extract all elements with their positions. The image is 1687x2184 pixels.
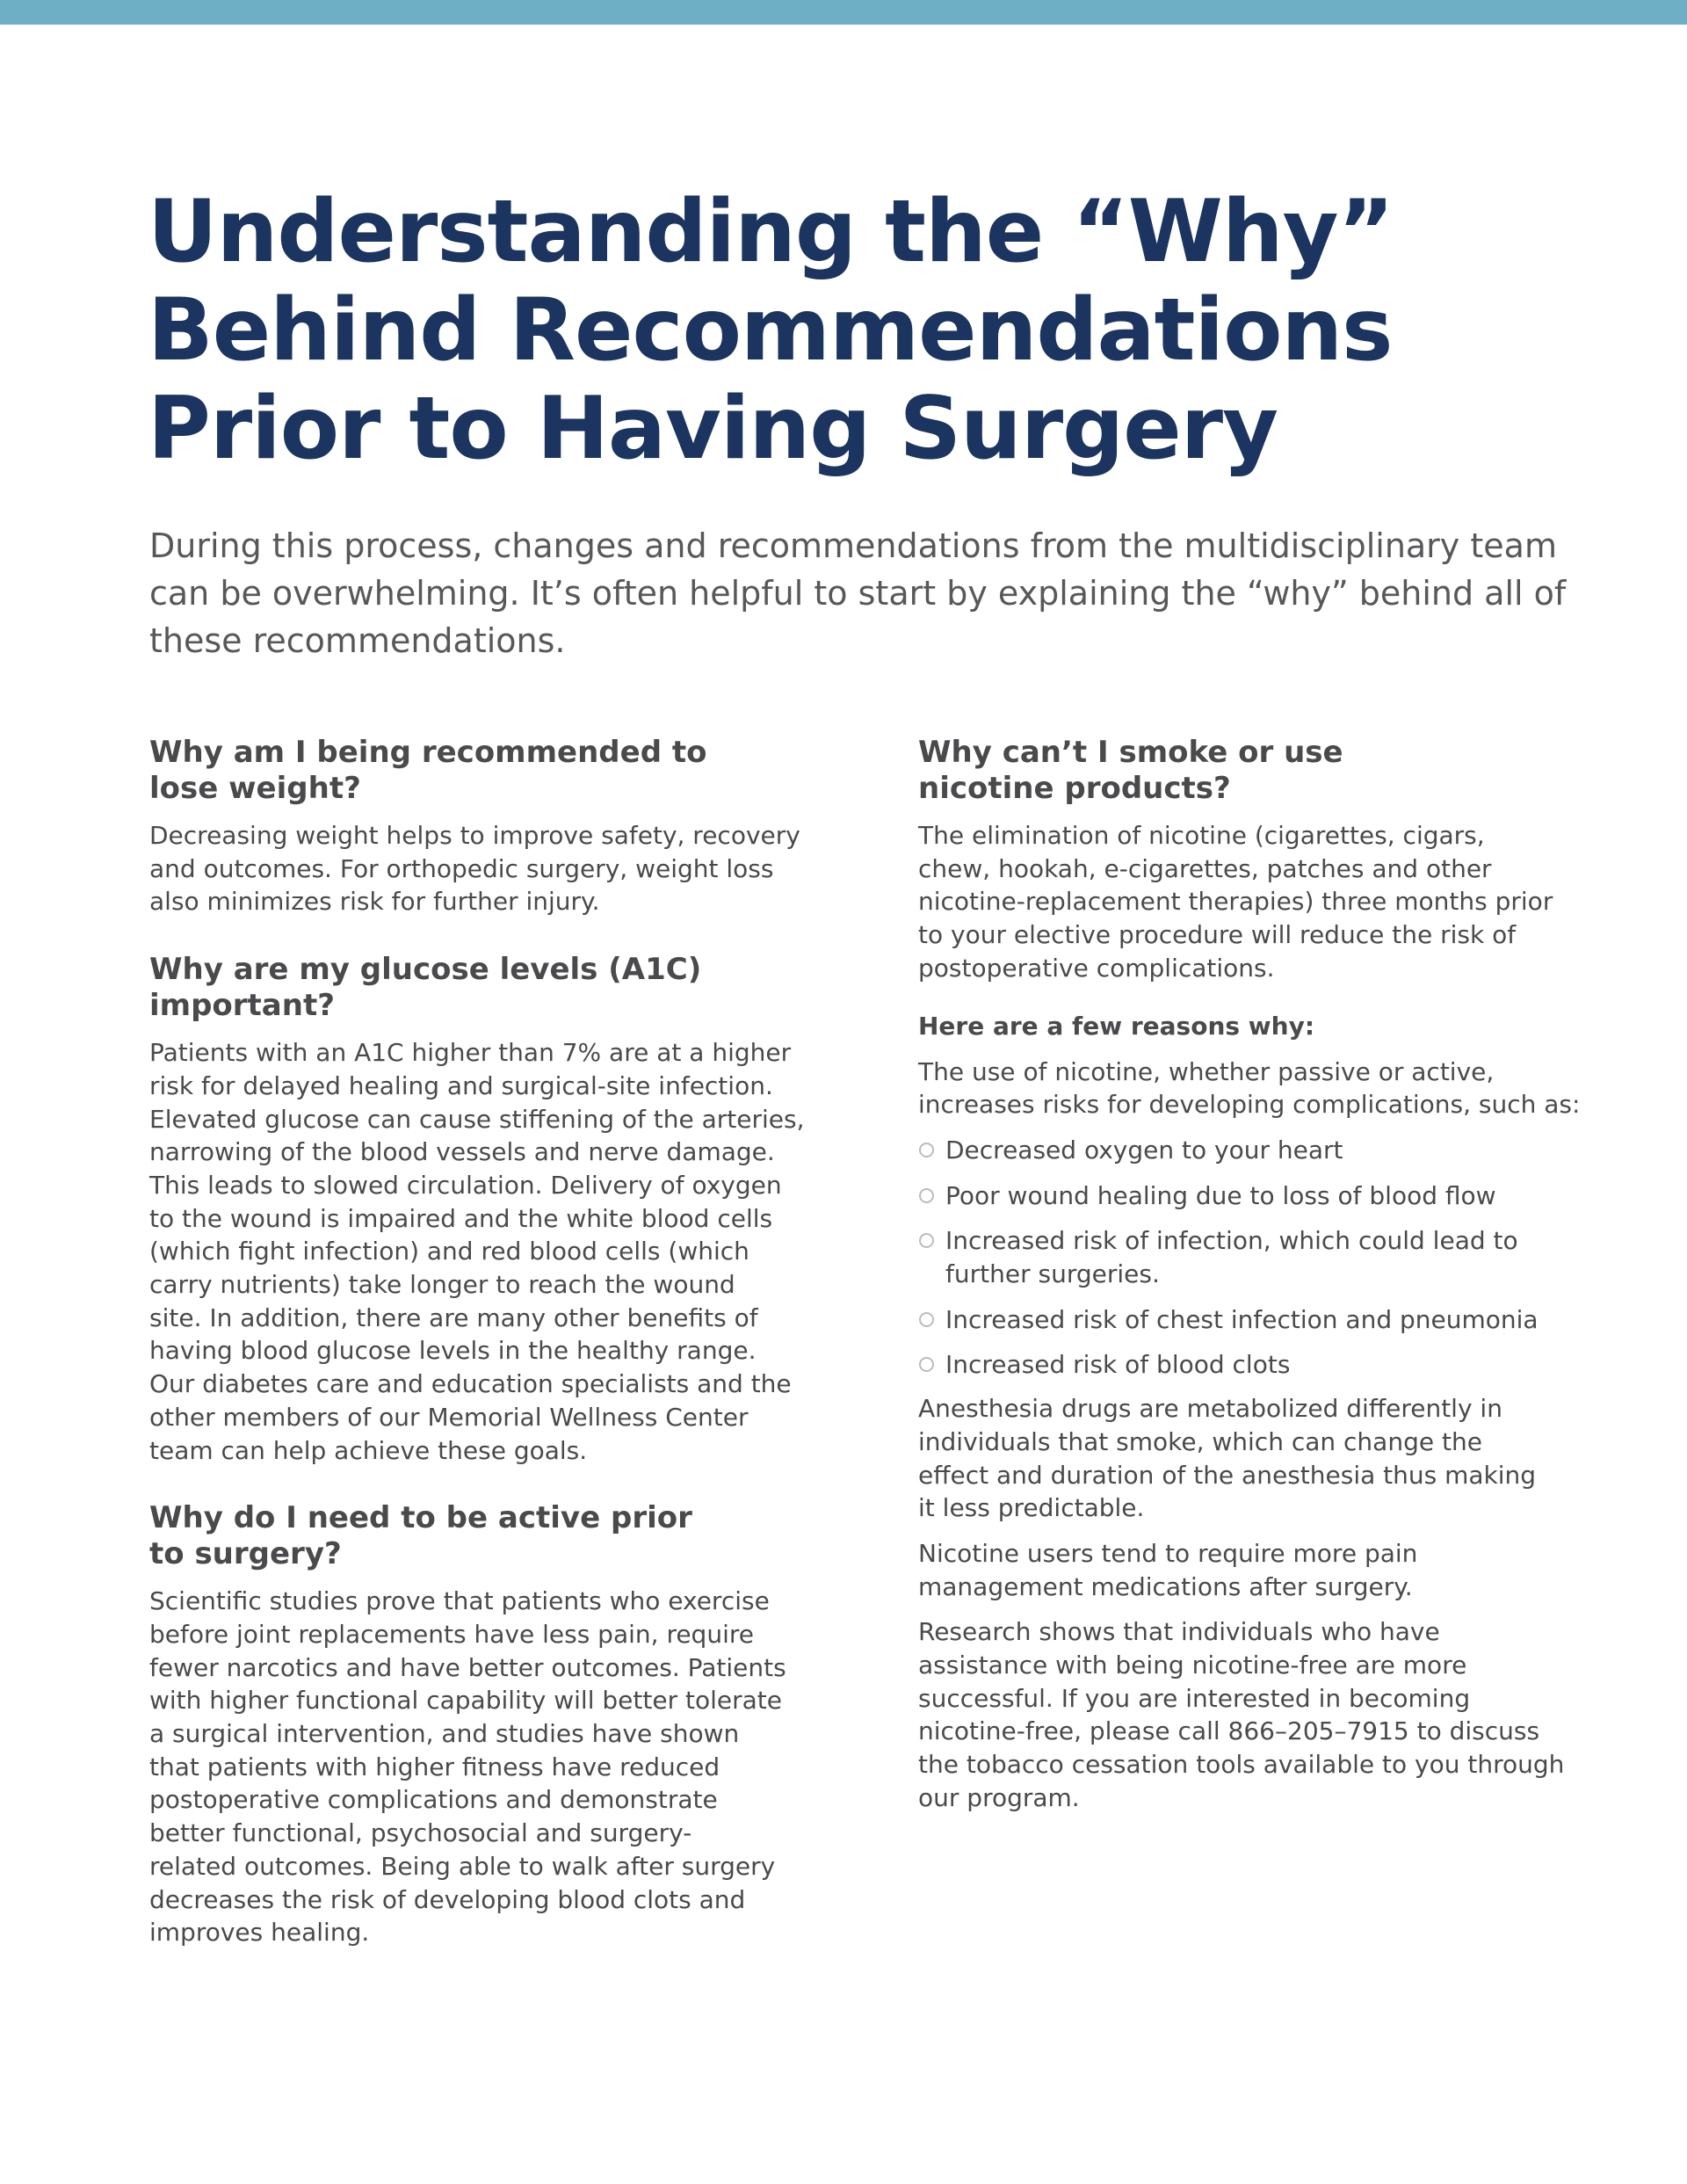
heading-line: lose weight? xyxy=(149,771,361,806)
body-line: The elimination of nicotine (cigarettes, cigars, xyxy=(918,821,1485,850)
circle-bullet-icon xyxy=(919,1233,934,1248)
body-line: carry nutrients) take longer to reach the wound xyxy=(149,1270,735,1300)
heading-line: Why do I need to be active prior xyxy=(149,1500,692,1536)
heading-line: Why are my glucose levels (A1C) xyxy=(149,952,702,988)
body-line: Decreasing weight helps to improve safety, recovery xyxy=(149,821,800,850)
page-title-line: Prior to Having Surgery xyxy=(148,379,1278,479)
body-line: postoperative complications and demonstrate xyxy=(149,1785,718,1815)
body-line: management medications after surgery. xyxy=(918,1571,1413,1601)
body-line: to the wound is impaired and the white blood cells xyxy=(149,1203,773,1233)
body-line: This leads to slowed circulation. Delivery of oxygen xyxy=(149,1170,782,1200)
circle-bullet-icon xyxy=(919,1312,934,1327)
circle-bullet-icon xyxy=(919,1357,934,1372)
body-line: increases risks for developing complications, such as: xyxy=(918,1090,1581,1120)
left-column xyxy=(149,735,817,1949)
body-line: Elevated glucose can cause stiffening of the arteries, xyxy=(149,1104,805,1134)
body-line: to your elective procedure will reduce the risk of xyxy=(918,920,1517,950)
body-line: with higher functional capability will better tolerate xyxy=(149,1686,782,1716)
reasons-intro xyxy=(918,1056,1586,1121)
body-line: (which fight infection) and red blood cells (which xyxy=(149,1237,749,1266)
body-line: related outcomes. Being able to walk after surgery xyxy=(149,1851,776,1881)
body-line: nicotine-free, please call 866–205–7915 to discuss xyxy=(918,1716,1540,1746)
body-line: Research shows that individuals who have xyxy=(918,1617,1440,1647)
intro-line: can be overwhelming. It’s often helpful to start by explaining the “why” behind all of xyxy=(149,574,1567,613)
circle-bullet-icon xyxy=(919,1188,934,1203)
active-body xyxy=(149,1585,817,1949)
weight-heading xyxy=(149,735,817,807)
body-line: that patients with higher fitness have reduced xyxy=(149,1752,720,1781)
body-line: successful. If you are interested in becoming xyxy=(918,1683,1471,1713)
list-item-text: Increased risk of chest infection and pneumonia xyxy=(945,1304,1539,1334)
body-line: risk for delayed healing and surgical-site infection. xyxy=(149,1070,773,1100)
body-line: site. In addition, there are many other benefits of xyxy=(149,1302,758,1332)
body-line: a surgical intervention, and studies have shown xyxy=(149,1719,740,1749)
body-line: it less predictable. xyxy=(918,1493,1145,1523)
heading-line: Why am I being recommended to xyxy=(149,735,707,770)
body-line: improves healing. xyxy=(149,1918,370,1948)
page-title-line: Understanding the “Why” xyxy=(148,182,1394,282)
intro-paragraph xyxy=(149,522,1567,664)
intro-line: these recommendations. xyxy=(149,621,566,660)
weight-body xyxy=(149,819,817,918)
body-line: effect and duration of the anesthesia thus making xyxy=(918,1460,1537,1490)
body-line: before joint replacements have less pain, require xyxy=(149,1619,754,1649)
list-item xyxy=(918,1134,1586,1167)
body-line: Patients with an A1C higher than 7% are at a higher xyxy=(149,1038,792,1068)
heading-line: to surgery? xyxy=(149,1536,342,1572)
body-line: fewer narcotics and have better outcomes. Patients xyxy=(149,1652,786,1682)
list-item xyxy=(918,1224,1586,1290)
body-line: The use of nicotine, whether passive or active, xyxy=(918,1056,1495,1086)
risk-list xyxy=(918,1134,1586,1382)
body-line: team can help achieve these goals. xyxy=(149,1435,588,1465)
body-line: narrowing of the blood vessels and nerve damage. xyxy=(149,1137,775,1167)
body-line: nicotine-replacement therapies) three months prior xyxy=(918,887,1553,917)
reasons-heading: Here are a few reasons why: xyxy=(918,1011,1315,1041)
body-line: better functional, psychosocial and surgery- xyxy=(149,1818,692,1848)
intro-line: During this process, changes and recommendations from the multidisciplinary team xyxy=(149,526,1557,565)
body-line: also minimizes risk for further injury. xyxy=(149,887,600,917)
body-line: assistance with being nicotine-free are more xyxy=(918,1651,1467,1680)
glucose-heading xyxy=(149,952,817,1024)
list-item-text: Decreased oxygen to your heart xyxy=(945,1135,1343,1165)
heading-line: nicotine products? xyxy=(918,771,1231,806)
list-item xyxy=(918,1348,1586,1382)
body-line: decreases the risk of developing blood clots and xyxy=(149,1884,746,1914)
list-item-text: Increased risk of infection, which could lead to xyxy=(945,1226,1518,1256)
smoke-body xyxy=(918,819,1586,985)
body-line: having blood glucose levels in the healthy range. xyxy=(149,1336,757,1366)
list-item-text: Poor wound healing due to loss of blood flow xyxy=(945,1180,1496,1210)
body-line: chew, hookah, e-cigarettes, patches and other xyxy=(918,853,1492,883)
smoke-heading xyxy=(918,735,1586,807)
heading-line: Why can’t I smoke or use xyxy=(918,735,1343,770)
body-line: Our diabetes care and education specialists and the xyxy=(149,1369,792,1399)
heading-line: important? xyxy=(149,988,335,1024)
body-line: Scientific studies prove that patients who exercise xyxy=(149,1586,770,1616)
body-line: and outcomes. For orthopedic surgery, weight loss xyxy=(149,853,774,883)
body-line: Nicotine users tend to require more pain xyxy=(918,1538,1418,1568)
pain-paragraph xyxy=(918,1537,1586,1603)
page-title-line: Behind Recommendations xyxy=(148,280,1393,381)
anesthesia-paragraph xyxy=(918,1392,1586,1525)
list-item xyxy=(918,1303,1586,1337)
glucose-body xyxy=(149,1036,817,1467)
body-line: other members of our Memorial Wellness Center xyxy=(149,1402,749,1432)
list-item xyxy=(918,1179,1586,1213)
body-line: individuals that smoke, which can change the xyxy=(918,1426,1482,1456)
page-title xyxy=(148,183,1553,478)
body-line: Anesthesia drugs are metabolized differently in xyxy=(918,1394,1502,1424)
top-accent-bar xyxy=(0,0,1687,25)
list-item-text: further surgeries. xyxy=(945,1259,1160,1289)
body-line: our program. xyxy=(918,1782,1080,1812)
body-line: postoperative complications. xyxy=(918,953,1275,983)
right-column xyxy=(918,735,1586,1815)
active-heading xyxy=(149,1500,817,1572)
list-item-text: Increased risk of blood clots xyxy=(945,1350,1291,1380)
research-paragraph xyxy=(918,1615,1586,1814)
body-line: the tobacco cessation tools available to you through xyxy=(918,1750,1565,1780)
circle-bullet-icon xyxy=(919,1143,934,1157)
